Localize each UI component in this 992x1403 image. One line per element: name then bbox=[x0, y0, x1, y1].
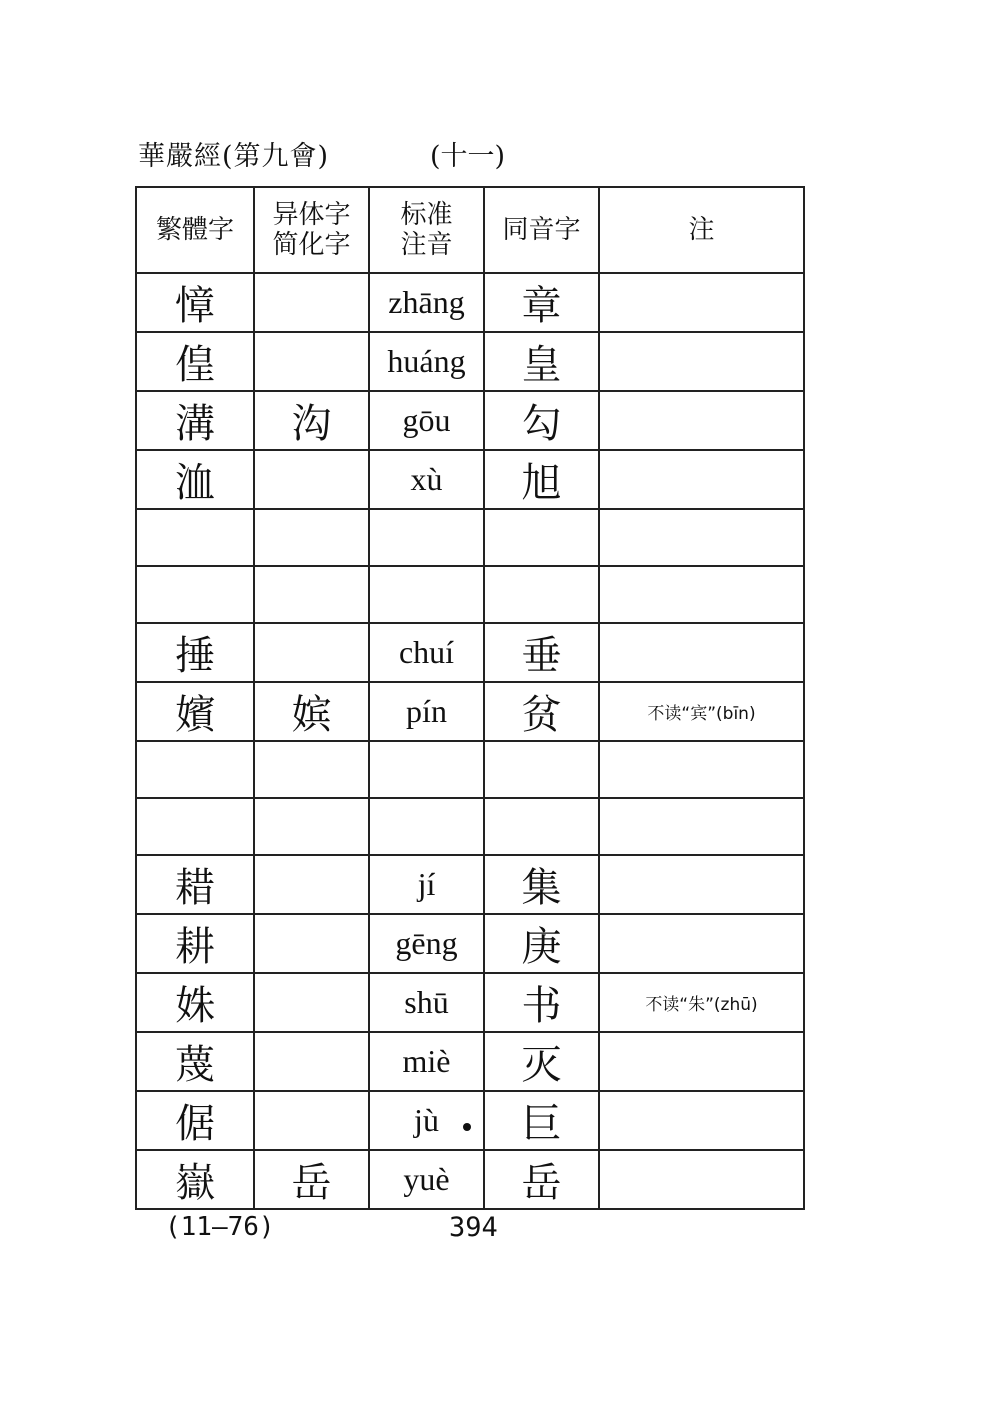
note-cell bbox=[599, 914, 804, 973]
variant-char-cell bbox=[254, 509, 369, 566]
traditional-char-cell: 洫 bbox=[136, 450, 254, 509]
pinyin-cell bbox=[369, 566, 484, 623]
note-cell bbox=[599, 741, 804, 798]
table-header-row bbox=[136, 187, 804, 273]
table-row bbox=[136, 1091, 804, 1150]
pinyin-cell: chuí bbox=[369, 623, 484, 682]
note-cell bbox=[599, 332, 804, 391]
traditional-char-cell bbox=[136, 741, 254, 798]
pinyin-cell: jí bbox=[369, 855, 484, 914]
traditional-char-cell: 蔑 bbox=[136, 1032, 254, 1091]
homophone-char-cell: 灭 bbox=[484, 1032, 599, 1091]
variant-char-cell bbox=[254, 566, 369, 623]
traditional-char-cell: 倨 bbox=[136, 1091, 254, 1150]
pinyin-cell: gōu bbox=[369, 391, 484, 450]
note-cell bbox=[599, 798, 804, 855]
homophone-char-cell: 书 bbox=[484, 973, 599, 1032]
table-row bbox=[136, 682, 804, 741]
pinyin-cell bbox=[369, 509, 484, 566]
note-cell bbox=[599, 273, 804, 332]
variant-char-cell bbox=[254, 855, 369, 914]
note-cell: 不读“宾”(bīn) bbox=[599, 682, 804, 741]
variant-char-cell bbox=[254, 914, 369, 973]
traditional-char-cell: 嶽 bbox=[136, 1150, 254, 1209]
variant-char-cell bbox=[254, 798, 369, 855]
column-header-traditional: 繁體字 bbox=[136, 187, 254, 273]
ink-speck bbox=[463, 1123, 471, 1131]
traditional-char-cell: 偟 bbox=[136, 332, 254, 391]
homophone-char-cell: 贫 bbox=[484, 682, 599, 741]
note-cell bbox=[599, 1091, 804, 1150]
traditional-char-cell: 嬪 bbox=[136, 682, 254, 741]
pinyin-cell: yuè bbox=[369, 1150, 484, 1209]
table-row bbox=[136, 273, 804, 332]
table-row bbox=[136, 855, 804, 914]
table-row bbox=[136, 1150, 804, 1209]
homophone-char-cell bbox=[484, 509, 599, 566]
homophone-char-cell: 勾 bbox=[484, 391, 599, 450]
pinyin-cell: xù bbox=[369, 450, 484, 509]
column-header-homophone: 同音字 bbox=[484, 187, 599, 273]
table-row bbox=[136, 332, 804, 391]
pinyin-cell bbox=[369, 798, 484, 855]
section-number: (十一) bbox=[430, 141, 506, 172]
page-title: 華嚴經(第九會) bbox=[138, 141, 330, 172]
traditional-char-cell bbox=[136, 566, 254, 623]
column-header-pinyin: 标准 注音 bbox=[369, 187, 484, 273]
table-row bbox=[136, 509, 804, 566]
variant-char-cell bbox=[254, 1032, 369, 1091]
table-row bbox=[136, 798, 804, 855]
note-cell bbox=[599, 566, 804, 623]
variant-char-cell: 岳 bbox=[254, 1150, 369, 1209]
homophone-char-cell: 庚 bbox=[484, 914, 599, 973]
pinyin-cell: huáng bbox=[369, 332, 484, 391]
note-cell bbox=[599, 509, 804, 566]
traditional-char-cell: 捶 bbox=[136, 623, 254, 682]
footer-code: (11—76) bbox=[165, 1212, 275, 1242]
pinyin-cell: jù bbox=[369, 1091, 484, 1150]
traditional-char-cell: 耤 bbox=[136, 855, 254, 914]
pinyin-cell: pín bbox=[369, 682, 484, 741]
traditional-char-cell: 耕 bbox=[136, 914, 254, 973]
variant-char-cell bbox=[254, 973, 369, 1032]
table-row bbox=[136, 450, 804, 509]
column-header-variant: 异体字 简化字 bbox=[254, 187, 369, 273]
note-cell: 不读“朱”(zhū) bbox=[599, 973, 804, 1032]
pronunciation-table bbox=[135, 186, 805, 1210]
note-cell bbox=[599, 1150, 804, 1209]
homophone-char-cell: 垂 bbox=[484, 623, 599, 682]
homophone-char-cell: 巨 bbox=[484, 1091, 599, 1150]
variant-char-cell bbox=[254, 623, 369, 682]
homophone-char-cell: 旭 bbox=[484, 450, 599, 509]
homophone-char-cell: 章 bbox=[484, 273, 599, 332]
table-row bbox=[136, 914, 804, 973]
note-cell bbox=[599, 450, 804, 509]
table-row bbox=[136, 623, 804, 682]
note-cell bbox=[599, 1032, 804, 1091]
table-row bbox=[136, 391, 804, 450]
variant-char-cell bbox=[254, 332, 369, 391]
traditional-char-cell bbox=[136, 509, 254, 566]
traditional-char-cell: 溝 bbox=[136, 391, 254, 450]
traditional-char-cell: 姝 bbox=[136, 973, 254, 1032]
note-cell bbox=[599, 855, 804, 914]
variant-char-cell bbox=[254, 1091, 369, 1150]
variant-char-cell bbox=[254, 273, 369, 332]
pinyin-cell: gēng bbox=[369, 914, 484, 973]
variant-char-cell: 嫔 bbox=[254, 682, 369, 741]
pinyin-cell: miè bbox=[369, 1032, 484, 1091]
pinyin-cell bbox=[369, 741, 484, 798]
page-number: 394 bbox=[449, 1212, 498, 1243]
homophone-char-cell: 皇 bbox=[484, 332, 599, 391]
column-header-note: 注 bbox=[599, 187, 804, 273]
table-row bbox=[136, 973, 804, 1032]
homophone-char-cell bbox=[484, 798, 599, 855]
homophone-char-cell bbox=[484, 741, 599, 798]
table-row bbox=[136, 741, 804, 798]
homophone-char-cell: 集 bbox=[484, 855, 599, 914]
note-cell bbox=[599, 391, 804, 450]
table-row bbox=[136, 566, 804, 623]
note-cell bbox=[599, 623, 804, 682]
homophone-char-cell: 岳 bbox=[484, 1150, 599, 1209]
traditional-char-cell: 慞 bbox=[136, 273, 254, 332]
homophone-char-cell bbox=[484, 566, 599, 623]
pinyin-cell: zhāng bbox=[369, 273, 484, 332]
variant-char-cell bbox=[254, 450, 369, 509]
variant-char-cell: 沟 bbox=[254, 391, 369, 450]
variant-char-cell bbox=[254, 741, 369, 798]
table-row bbox=[136, 1032, 804, 1091]
pinyin-cell: shū bbox=[369, 973, 484, 1032]
traditional-char-cell bbox=[136, 798, 254, 855]
